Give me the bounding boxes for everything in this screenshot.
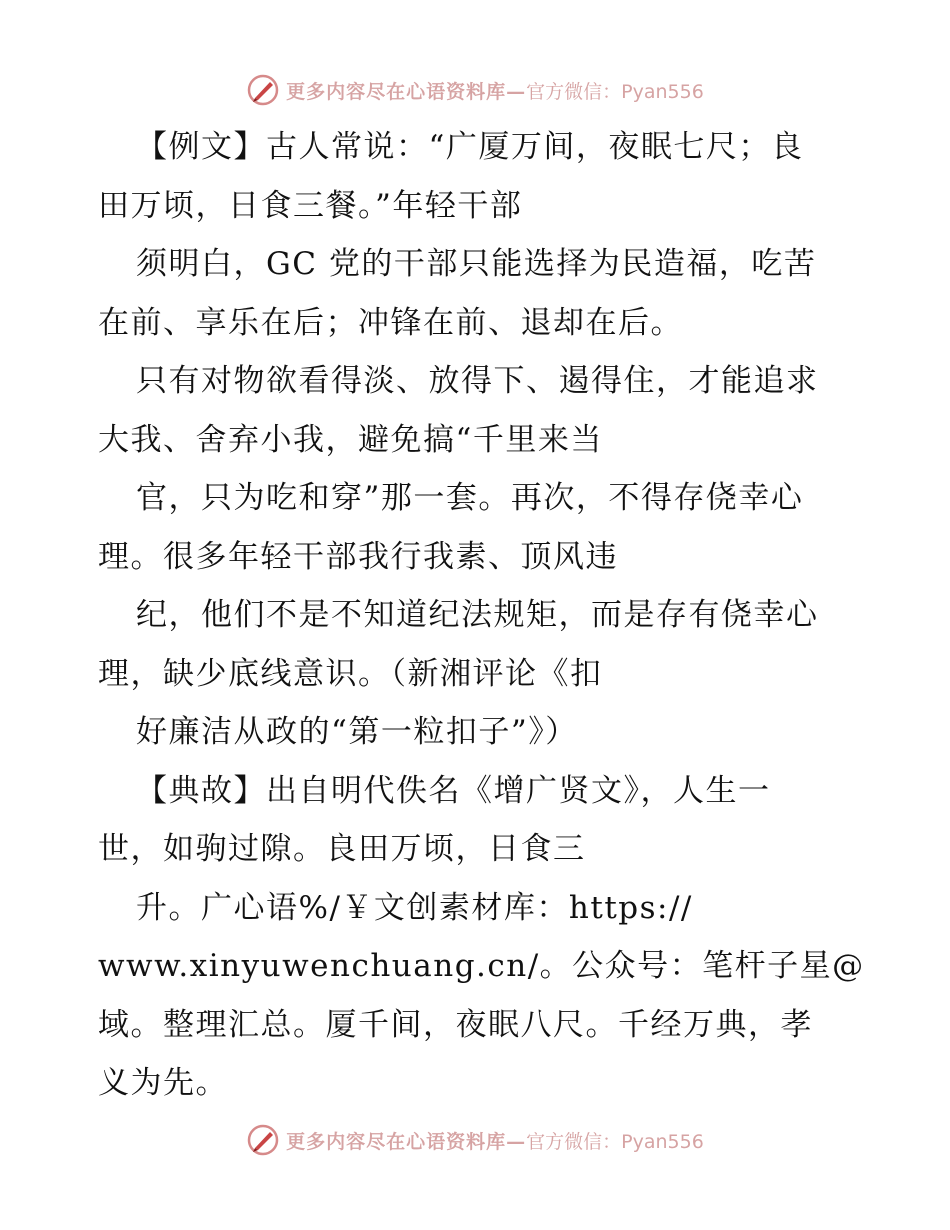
text-line: 大我、舍弃小我，避免搞“千里来当 bbox=[98, 421, 603, 458]
text-line: 升。广心语%/￥文创素材库：https:// bbox=[136, 889, 693, 926]
text-line: www.xinyuwenchuang.cn/。公众号：笔杆子星@ bbox=[98, 948, 865, 984]
text-line: 【例文】古人常说：“广厦万间，夜眠七尺；良 bbox=[136, 129, 804, 165]
text-line: 官，只为吃和穿”那一套。再次，不得存侥幸心 bbox=[136, 480, 804, 516]
text-line: 理，缺少底线意识。（新湘评论《扣 bbox=[98, 655, 603, 692]
footer-watermark-banner bbox=[0, 1120, 950, 1160]
text-line: 须明白，GC 党的干部只能选择为民造福，吃苦 bbox=[136, 246, 817, 282]
text-line: 只有对物欲看得淡、放得下、遏得住，才能追求 bbox=[136, 363, 819, 399]
text-line: 在前、享乐在后；冲锋在前、退却在后。 bbox=[98, 304, 683, 341]
banner-wechat: 官方微信：Pyan556 bbox=[526, 1130, 704, 1153]
text-line: 【典故】出自明代佚名《增广贤文》，人生一 bbox=[136, 772, 771, 809]
text-line: 好廉洁从政的“第一粒扣子”》） bbox=[136, 714, 578, 750]
text-line: 世，如驹过隙。良田万顷，日食三 bbox=[98, 831, 586, 867]
text-line: 纪，他们不是不知道纪法规矩，而是存有侥幸心 bbox=[136, 597, 819, 633]
header-watermark-banner bbox=[0, 70, 950, 110]
pen-feather-logo-icon bbox=[246, 73, 280, 107]
document-body bbox=[98, 118, 865, 1113]
text-line: 义为先。 bbox=[98, 1065, 228, 1101]
banner-wechat: 官方微信：Pyan556 bbox=[526, 80, 704, 103]
text-line: 田万顷，日食三餐。”年轻干部 bbox=[98, 187, 523, 224]
pen-feather-logo-icon bbox=[246, 1123, 280, 1157]
text-line: 域。整理汇总。厦千间，夜眠八尺。千经万典，孝 bbox=[98, 1006, 813, 1043]
banner-text: 更多内容尽在心语资料库— bbox=[286, 1130, 527, 1153]
text-line: 理。很多年轻干部我行我素、顶风违 bbox=[98, 538, 618, 575]
banner-text: 更多内容尽在心语资料库— bbox=[286, 80, 527, 103]
